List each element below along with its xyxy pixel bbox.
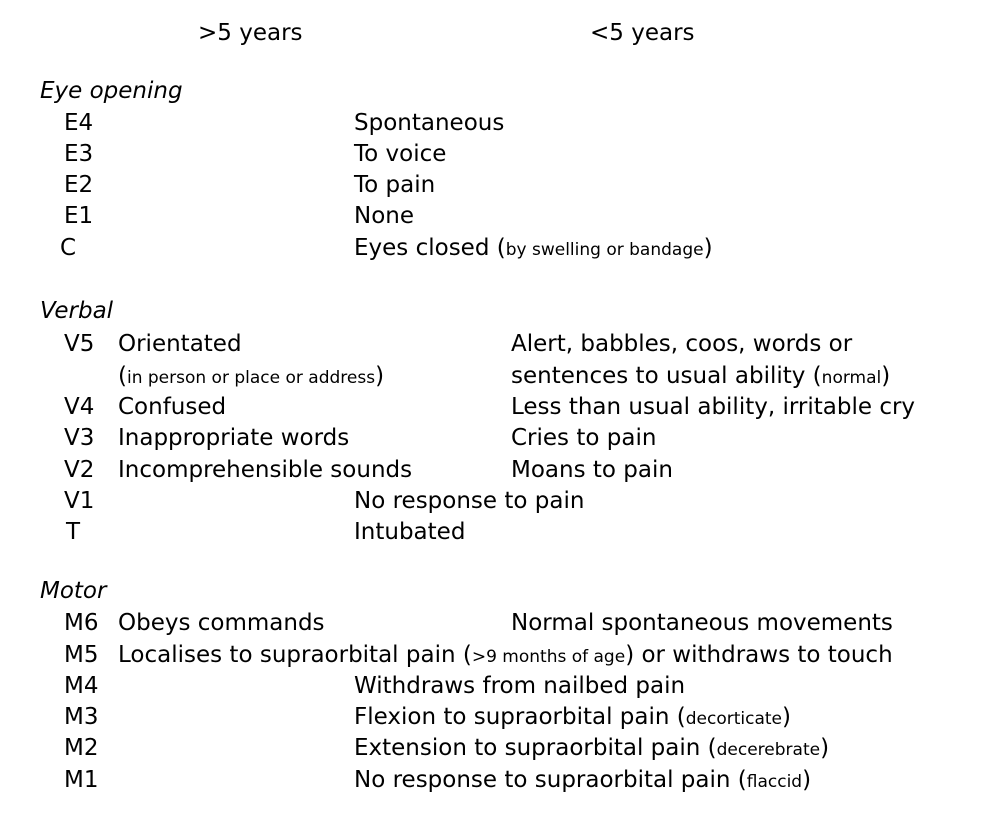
verbal-code-v1: V1 (64, 488, 95, 514)
eye-code-c: C (60, 235, 77, 261)
verbal-older-v5-note-open: ( (118, 363, 127, 389)
motor-text-m5-note: >9 months of age (471, 647, 626, 667)
verbal-younger-v4: Less than usual ability, irritable cry (511, 394, 916, 420)
verbal-younger-v5-line2-main: sentences to usual ability ( (511, 363, 822, 389)
verbal-older-v5: Orientated (118, 331, 242, 357)
eye-text-e1: None (354, 203, 415, 229)
eye-text-e4: Spontaneous (354, 110, 505, 136)
motor-code-m6: M6 (64, 610, 99, 636)
motor-text-m5 (118, 644, 893, 667)
motor-text-m3-main: Flexion to supraorbital pain ( (354, 704, 686, 730)
motor-older-m6: Obeys commands (118, 610, 325, 636)
verbal-younger-v5-note: normal (821, 368, 882, 388)
verbal-older-v3: Inappropriate words (118, 425, 350, 451)
motor-text-m1-main: No response to supraorbital pain ( (354, 767, 747, 793)
motor-text-m1-tail: ) (802, 767, 812, 793)
motor-text-m2-note: decerebrate (716, 740, 821, 760)
motor-text-m2-tail: ) (820, 735, 830, 761)
motor-text-m5-main: Localises to supraorbital pain ( (118, 642, 472, 668)
verbal-section-heading: Verbal (40, 298, 114, 324)
verbal-younger-v5-line1: Alert, babbles, coos, words or (511, 331, 853, 357)
verbal-older-v5-note-close: ) (375, 363, 385, 389)
verbal-younger-v5-tail: ) (881, 363, 891, 389)
motor-code-m5: M5 (64, 642, 99, 668)
eye-text-e3: To voice (354, 141, 447, 167)
eye-code-e1: E1 (64, 203, 94, 229)
eye-section-heading: Eye opening (40, 78, 183, 104)
verbal-text-v1: No response to pain (354, 488, 585, 514)
motor-text-m1 (354, 769, 811, 792)
motor-text-m2 (354, 737, 829, 760)
motor-text-m3 (354, 706, 791, 729)
motor-text-m4: Withdraws from nailbed pain (354, 673, 686, 699)
verbal-older-v4: Confused (118, 394, 227, 420)
eye-code-e4: E4 (64, 110, 94, 136)
verbal-code-v3: V3 (64, 425, 95, 451)
verbal-code-t: T (66, 519, 81, 545)
eye-code-e2: E2 (64, 172, 94, 198)
motor-younger-m6: Normal spontaneous movements (511, 610, 893, 636)
motor-code-m1: M1 (64, 767, 99, 793)
motor-text-m1-note: flaccid (746, 772, 803, 792)
motor-code-m4: M4 (64, 673, 99, 699)
verbal-older-v2: Incomprehensible sounds (118, 457, 413, 483)
motor-code-m2: M2 (64, 735, 99, 761)
header-older-age: >5 years (198, 20, 303, 46)
eye-text-c-main: Eyes closed ( (354, 235, 506, 261)
verbal-code-v4: V4 (64, 394, 95, 420)
verbal-code-v5: V5 (64, 331, 95, 357)
verbal-older-v5-note (118, 365, 384, 388)
eye-text-c (354, 237, 713, 260)
eye-code-e3: E3 (64, 141, 94, 167)
verbal-code-v2: V2 (64, 457, 95, 483)
verbal-younger-v3: Cries to pain (511, 425, 657, 451)
motor-text-m3-tail: ) (781, 704, 791, 730)
eye-text-e2: To pain (354, 172, 436, 198)
motor-text-m2-main: Extension to supraorbital pain ( (354, 735, 717, 761)
eye-text-c-note: by swelling or bandage (505, 240, 704, 260)
motor-section-heading: Motor (40, 578, 107, 604)
verbal-older-v5-note-text: in person or place or address (126, 368, 376, 388)
motor-text-m5-tail: ) or withdraws to touch (625, 642, 893, 668)
verbal-text-t: Intubated (354, 519, 466, 545)
motor-text-m3-note: decorticate (685, 709, 782, 729)
motor-code-m3: M3 (64, 704, 99, 730)
verbal-younger-v2: Moans to pain (511, 457, 673, 483)
header-younger-age: <5 years (590, 20, 695, 46)
verbal-younger-v5-line2 (511, 365, 890, 388)
eye-text-c-tail: ) (703, 235, 713, 261)
